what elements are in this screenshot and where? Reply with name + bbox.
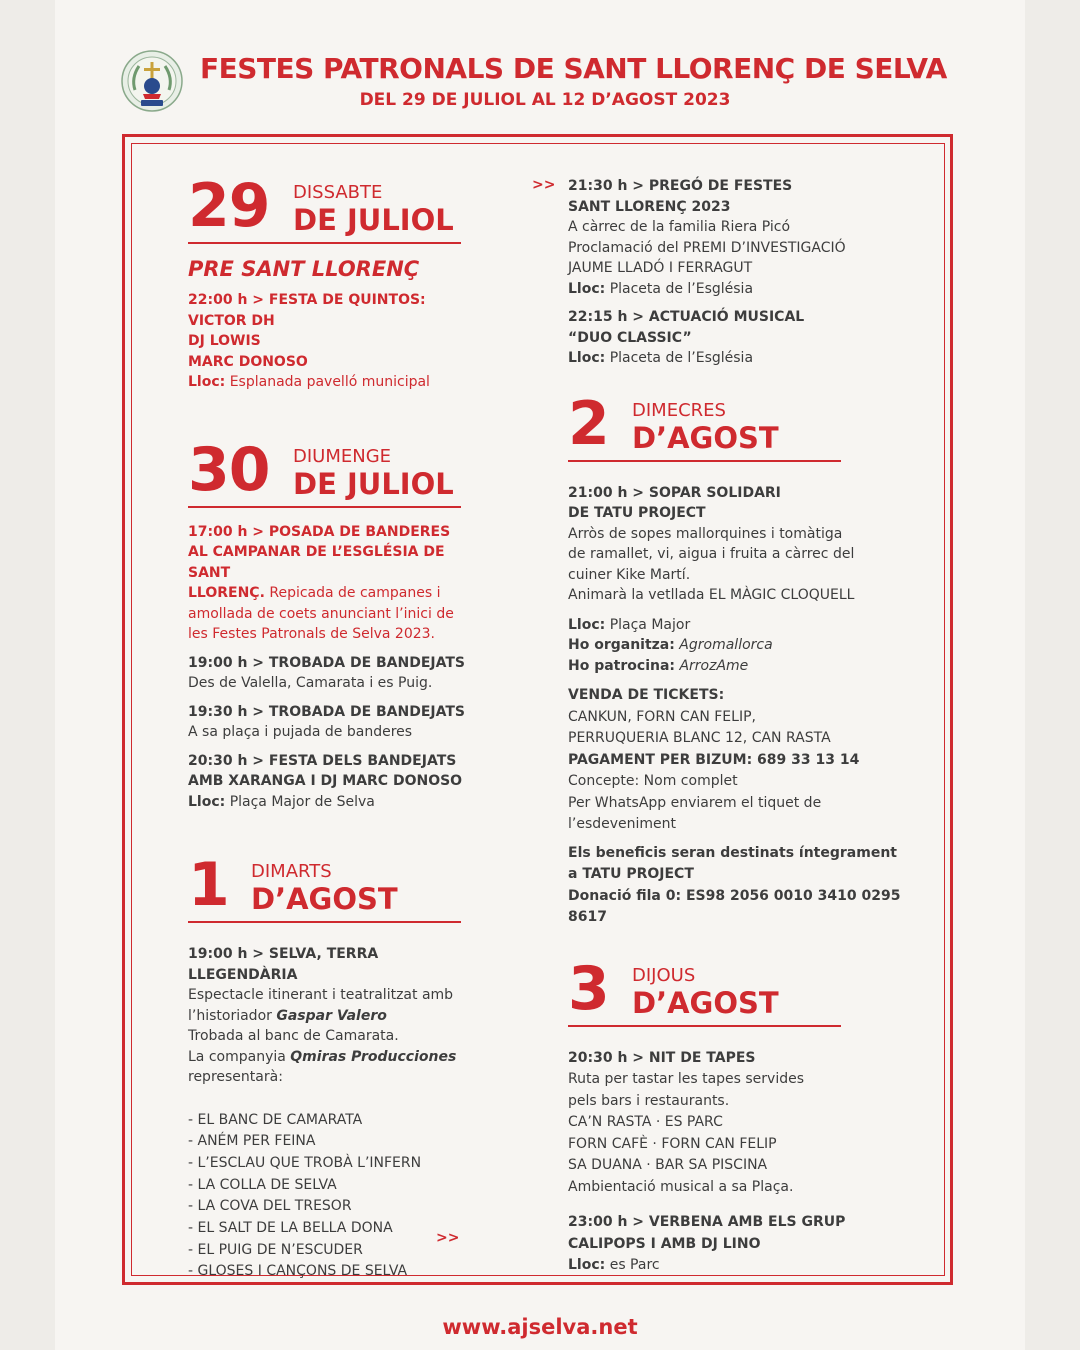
day-number: 30 xyxy=(188,434,270,505)
event-heading: LLORENÇ. xyxy=(188,585,265,601)
event-heading: 17:00 h > POSADA DE BANDERES xyxy=(188,523,451,540)
list-item: - EL PUIG DE N’ESCUDER xyxy=(188,1241,363,1258)
day-header-2 xyxy=(568,388,841,462)
event-line: pels bars i restaurants. xyxy=(568,1092,730,1109)
legend-list xyxy=(188,1110,488,1284)
event-heading: 20:30 h > NIT DE TAPES xyxy=(568,1049,756,1066)
list-item: - LA COLLA DE SELVA xyxy=(188,1176,337,1193)
month-label: D’AGOST xyxy=(251,882,398,916)
page-subtitle: DEL 29 DE JULIOL AL 12 D’AGOST 2023 xyxy=(359,90,731,110)
event-heading: 21:00 h > SOPAR SOLIDARI xyxy=(568,484,781,501)
event-duo-classic xyxy=(568,307,918,369)
event-line: MARC DONOSO xyxy=(188,353,308,370)
location-label: Lloc: xyxy=(568,280,606,297)
event-line: amollada de coets anunciant l’inici de xyxy=(188,605,454,622)
location-label: Lloc: xyxy=(188,793,226,810)
event-location xyxy=(568,615,918,636)
event-line: representarà: xyxy=(188,1069,283,1085)
day-header-3 xyxy=(568,953,841,1027)
location-value: Placeta de l’Església xyxy=(605,280,754,297)
event-heading: 19:00 h > TROBADA DE BANDEJATS xyxy=(188,654,466,671)
event-location xyxy=(188,792,488,813)
event-festa-bandejats xyxy=(188,751,488,813)
event-line: cuiner Kike Martí. xyxy=(568,566,691,583)
event-heading: 20:30 h > FESTA DELS BANDEJATS xyxy=(188,752,457,769)
location-label: Lloc: xyxy=(568,1257,606,1273)
event-sopar-solidari xyxy=(568,483,918,606)
event-line: Els beneficis seran destinats íntegrament xyxy=(568,844,897,861)
ticket-sales xyxy=(568,685,918,836)
location-label: Lloc: xyxy=(568,350,606,366)
event-line: CANKUN, FORN CAN FELIP, xyxy=(568,708,756,725)
event-line: SA DUANA · BAR SA PISCINA xyxy=(568,1157,768,1173)
event-location xyxy=(188,372,488,393)
month-label: DE JULIOL xyxy=(293,466,454,501)
list-item: - L’ESCLAU QUE TROBÀ L’INFERN xyxy=(188,1154,422,1171)
donation-account: Donació fila 0: ES98 2056 0010 3410 0295 8617 xyxy=(568,887,901,925)
day-number: 29 xyxy=(188,171,270,241)
event-heading: CALIPOPS I AMB DJ LINO xyxy=(568,1235,761,1252)
event-line: les Festes Patronals de Selva 2023. xyxy=(188,626,436,642)
event-nit-de-tapes xyxy=(568,1048,918,1199)
day-header-30 xyxy=(188,434,461,508)
day-of-week: DIMECRES xyxy=(632,399,726,421)
event-line: A càrrec de la familia Riera Picó xyxy=(568,219,791,235)
month-label: DE JULIOL xyxy=(293,203,454,237)
day-of-week: DIMARTS xyxy=(251,861,332,882)
page-title: FESTES PATRONALS DE SANT LLORENÇ DE SELVA xyxy=(200,52,947,85)
location-label: Lloc: xyxy=(568,616,606,633)
event-line: PERRUQUERIA BLANC 12, CAN RASTA xyxy=(568,730,831,746)
event-line xyxy=(188,1047,488,1068)
location-value: Placeta de l’Església xyxy=(605,350,754,366)
company-name: Qmiras Producciones xyxy=(290,1048,457,1065)
event-line: Trobada al banc de Camarata. xyxy=(188,1028,399,1044)
event-line: Ambientació musical a sa Plaça. xyxy=(568,1178,794,1195)
historian-name: Gaspar Valero xyxy=(276,1007,387,1024)
day-header-1 xyxy=(188,850,461,923)
day-number: 1 xyxy=(188,850,229,920)
day-of-week: DIJOUS xyxy=(632,964,696,986)
sponsor-label: Ho patrocina: xyxy=(568,657,676,674)
event-heading: AMB XARANGA I DJ MARC DONOSO xyxy=(188,773,463,789)
event-details xyxy=(568,615,918,677)
event-line: Animarà la vetllada EL MÀGIC CLOQUELL xyxy=(568,587,855,603)
event-line: CA’N RASTA · ES PARC xyxy=(568,1114,723,1130)
list-item: - EL SALT DE LA BELLA DONA xyxy=(188,1220,393,1237)
event-line: Concepte: Nom complet xyxy=(568,773,738,789)
event-line: l’esdeveniment xyxy=(568,816,677,832)
event-location xyxy=(568,279,918,300)
location-label: Lloc: xyxy=(188,374,226,390)
event-line: Ruta per tastar les tapes servides xyxy=(568,1071,805,1087)
event-heading: 22:15 h > ACTUACIÓ MUSICAL xyxy=(568,309,805,325)
event-heading: 19:00 h > SELVA, TERRA LLEGENDÀRIA xyxy=(188,946,379,983)
event-line: A sa plaça i pujada de banderes xyxy=(188,724,413,740)
list-item: - EL BANC DE CAMARATA xyxy=(188,1111,363,1128)
day-of-week: DISSABTE xyxy=(293,182,383,203)
event-line: Per WhatsApp enviarem el tiquet de xyxy=(568,794,822,811)
event-heading: AL CAMPANAR DE L’ESGLÉSIA DE SANT xyxy=(188,544,445,581)
sponsor-value: ArrozAme xyxy=(675,657,749,674)
event-banderes xyxy=(188,522,488,645)
left-edge-strip xyxy=(0,0,55,1350)
event-prego xyxy=(568,176,918,299)
event-line: VICTOR DH xyxy=(188,312,275,329)
donation-info xyxy=(568,843,918,929)
month-label: D’AGOST xyxy=(632,420,779,455)
event-text: La companyia xyxy=(188,1048,291,1065)
event-heading: VENDA DE TICKETS: xyxy=(568,687,725,703)
event-line: JAUME LLADÓ I FERRAGUT xyxy=(568,260,753,276)
month-label: D’AGOST xyxy=(632,985,779,1020)
list-item: - LA COVA DEL TRESOR xyxy=(188,1198,352,1215)
event-line xyxy=(188,583,488,604)
location-value: Plaça Major xyxy=(605,616,691,633)
event-bandejats-1930 xyxy=(188,702,488,743)
event-location xyxy=(568,348,918,369)
event-text: Repicada de campanes i xyxy=(264,585,441,601)
event-line: Proclamació del PREMI D’INVESTIGACIÓ xyxy=(568,239,846,256)
event-line: DJ LOWIS xyxy=(188,333,261,349)
event-line: a TATU PROJECT xyxy=(568,866,694,882)
event-line: Espectacle itinerant i teatralitzat amb xyxy=(188,987,454,1003)
location-value: Plaça Major de Selva xyxy=(225,793,375,810)
event-heading: 21:30 h > PREGÓ DE FESTES xyxy=(568,178,793,194)
left-column xyxy=(188,171,488,1283)
day-number: 2 xyxy=(568,388,609,459)
event-heading: 23:00 h > VERBENA AMB ELS GRUP xyxy=(568,1214,846,1230)
list-item: - ANÉM PER FEINA xyxy=(188,1133,316,1150)
right-edge-strip xyxy=(1025,0,1080,1350)
event-location xyxy=(568,1255,918,1277)
event-heading: DE TATU PROJECT xyxy=(568,505,706,521)
continued-arrow-icon: >> xyxy=(532,177,556,193)
organizer-label: Ho organitza: xyxy=(568,637,675,653)
event-line xyxy=(188,1006,488,1027)
event-verbena xyxy=(568,1212,918,1277)
sponsor-line xyxy=(568,656,918,677)
event-line: de ramallet, vi, aigua i fruita a càrrec del xyxy=(568,546,855,562)
event-quintos xyxy=(188,290,488,393)
day-of-week: DIUMENGE xyxy=(293,445,392,467)
day-number: 3 xyxy=(568,953,609,1024)
event-heading: 22:00 h > FESTA DE QUINTOS: xyxy=(188,292,426,308)
list-item: - GLOSES I CANÇONS DE SELVA xyxy=(188,1263,408,1280)
event-heading: SANT LLORENÇ 2023 xyxy=(568,198,731,215)
event-line: FORN CAFÈ · FORN CAN FELIP xyxy=(568,1135,777,1152)
event-line: Arròs de sopes mallorquines i tomàtiga xyxy=(568,525,843,542)
website-link[interactable]: www.ajselva.net xyxy=(442,1315,638,1339)
event-line: Des de Valella, Camarata i es Puig. xyxy=(188,675,433,691)
bizum-payment: PAGAMENT PER BIZUM: 689 33 13 14 xyxy=(568,751,860,768)
location-value: Esplanada pavelló municipal xyxy=(225,374,430,390)
location-value: es Parc xyxy=(605,1257,660,1273)
event-heading: 19:30 h > TROBADA DE BANDEJATS xyxy=(188,703,466,720)
selva-seal-logo xyxy=(121,50,183,112)
continue-arrow-icon: >> xyxy=(436,1230,460,1246)
event-selva-terra-llegendaria xyxy=(188,944,488,1088)
section-title: PRE SANT LLORENÇ xyxy=(188,257,420,281)
organizer-line xyxy=(568,635,918,656)
event-bandejats-1900 xyxy=(188,653,488,694)
day-header-29 xyxy=(188,171,461,244)
event-heading: “DUO CLASSIC” xyxy=(568,329,692,346)
organizer-value: Agromallorca xyxy=(674,637,773,653)
event-text: l’historiador xyxy=(188,1007,277,1024)
right-column xyxy=(568,176,918,1277)
